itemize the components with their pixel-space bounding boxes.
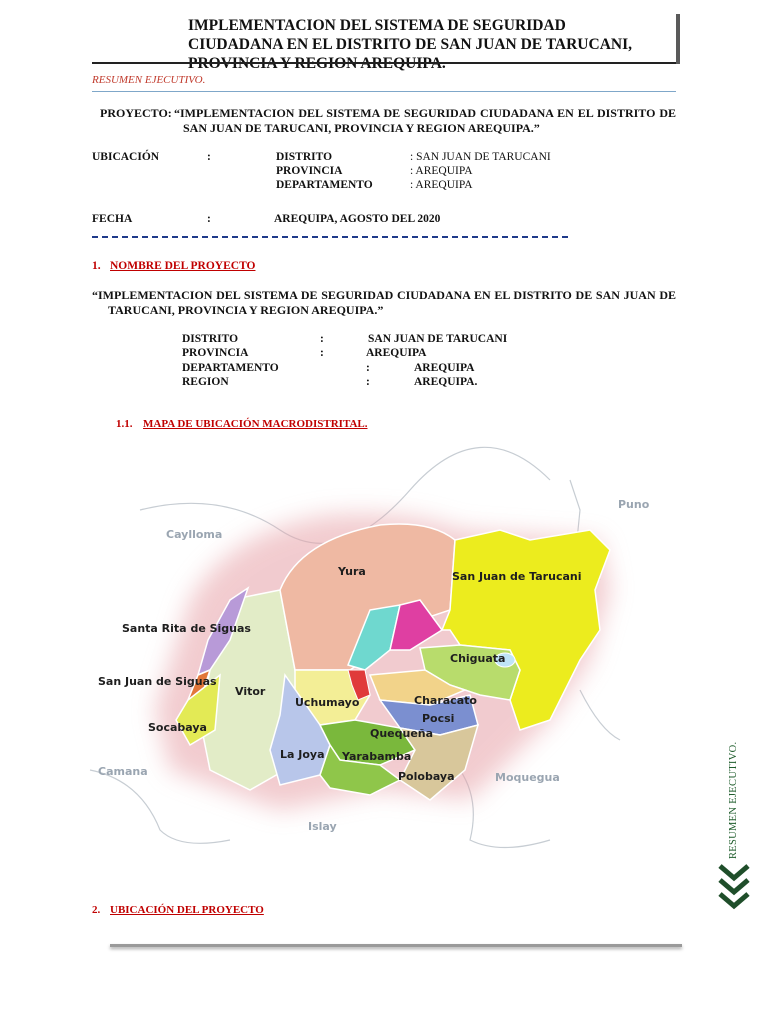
fecha-value: AREQUIPA, AGOSTO DEL 2020 [274,213,441,225]
label-cayllona: Caylloma [166,528,223,541]
label-puno: Puno [618,498,650,511]
ubicacion-label: UBICACIÓN [92,151,160,163]
header-divider [92,91,676,92]
section11-number: 1.1. [116,418,133,430]
ubicacion-value-distrito: : SAN JUAN DE TARUCANI [410,151,551,163]
s1-key-distrito: DISTRITO [182,333,239,345]
label-santa-rita: Santa Rita de Siguas [122,622,251,635]
label-yarabamba: Yarabamba [342,750,412,763]
s1-value-distrito: SAN JUAN DE TARUCANI [368,333,508,345]
section2-number: 2. [92,904,101,916]
section1-para-line2: TARUCANI, PROVINCIA Y REGION AREQUIPA.” [108,303,384,317]
fecha-divider [92,236,568,238]
ubicacion-key-distrito: DISTRITO [276,151,333,163]
s1-value-provincia: AREQUIPA [366,347,427,359]
proyecto-label: PROYECTO: [100,106,172,120]
district-map [80,470,650,860]
proyecto-line1: “IMPLEMENTACION DEL SISTEMA DE SEGURIDAD CIUDADANA EN EL DISTRITO DE [174,106,676,120]
section11-title: MAPA DE UBICACIÓN MACRODISTRITAL. [143,418,368,430]
s1-key-region: REGION [182,376,229,388]
context-boundary [580,690,620,740]
header-rule [92,62,676,64]
ubicacion-colon: : [207,151,211,163]
label-tarucani: San Juan de Tarucani [452,570,582,583]
label-la-joya: La Joya [280,748,325,761]
ubicacion-key-provincia: PROVINCIA [276,165,343,177]
ubicacion-value-departamento: : AREQUIPA [410,179,473,191]
label-yura: Yura [338,565,366,578]
s1-key-departamento: DEPARTAMENTO [182,362,279,374]
label-moquegua: Moquegua [495,771,560,784]
s1-colon-provincia: : [320,347,324,359]
ubicacion-key-departamento: DEPARTAMENTO [276,179,373,191]
fecha-label: FECHA [92,213,133,225]
ubicacion-value-provincia: : AREQUIPA [410,165,473,177]
s1-value-departamento: AREQUIPA [414,362,475,374]
label-socabaya: Socabaya [148,721,207,734]
label-polobaya: Polobaya [398,770,455,783]
label-islay: Islay [308,820,337,833]
s1-key-provincia: PROVINCIA [182,347,249,359]
label-characato: Characato [414,694,477,707]
label-uchumayo: Uchumayo [295,696,360,709]
header-box [180,14,680,72]
label-siguas: San Juan de Siguas [98,675,217,688]
document-title: IMPLEMENTACION DEL SISTEMA DE SEGURIDAD CIUDADANA EN EL DISTRITO DE SAN JUAN DE TARUCANI, PROVINCIA Y REGION AREQUIPA. [188,17,632,72]
section1-title: NOMBRE DEL PROYECTO [110,260,256,272]
label-chiguata: Chiguata [450,652,506,665]
side-vertical-label: RESUMEN EJECUTIVO. [728,741,739,859]
footer-rule [110,944,682,947]
section1-number: 1. [92,260,101,272]
s1-value-region: AREQUIPA. [414,376,478,388]
section-label: RESUMEN EJECUTIVO. [92,74,206,86]
chevron-down-icon [716,862,752,910]
s1-colon-region: : [366,376,370,388]
fecha-colon: : [207,213,211,225]
label-pocsi: Pocsi [422,712,455,725]
s1-colon-distrito: : [320,333,324,345]
label-camana: Camana [98,765,148,778]
section1-para-line1: “IMPLEMENTACION DEL SISTEMA DE SEGURIDAD CIUDADANA EN EL DISTRITO DE SAN JUAN DE [92,288,676,302]
proyecto-line2: SAN JUAN DE TARUCANI, PROVINCIA Y REGION AREQUIPA.” [183,121,540,135]
label-vitor: Vitor [235,685,266,698]
s1-colon-departamento: : [366,362,370,374]
label-quequena: Quequeña [370,727,434,740]
section2-title: UBICACIÓN DEL PROYECTO [110,904,264,916]
